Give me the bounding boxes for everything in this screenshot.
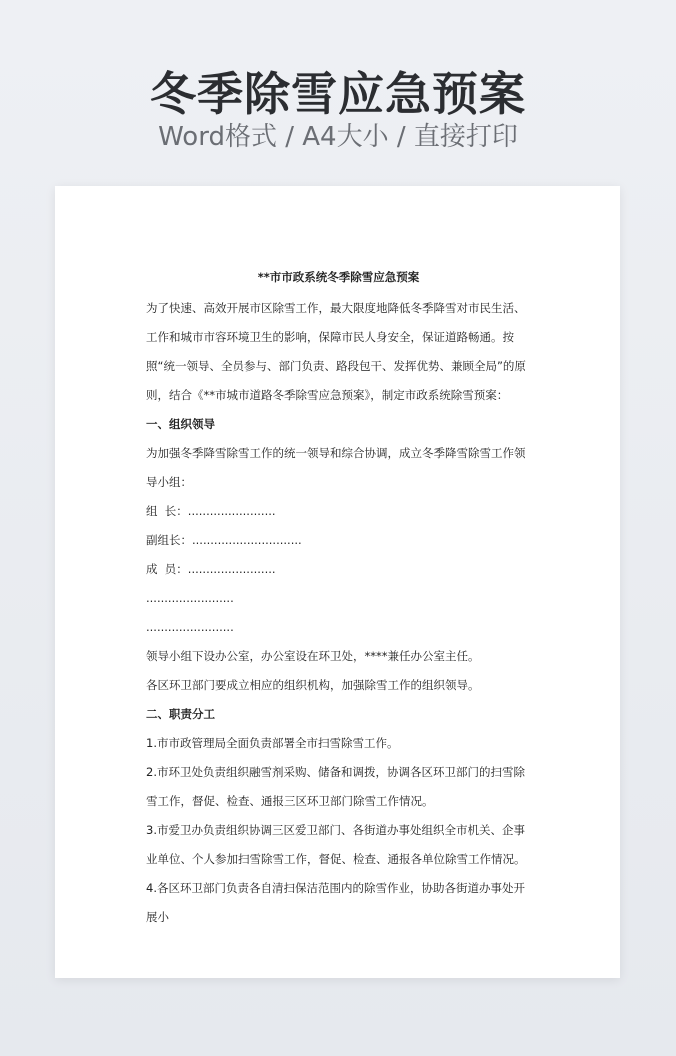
section-heading-organization: 一、组织领导: [146, 417, 215, 431]
duty-item: 2.市环卫处负责组织融雪剂采购、储备和调拨，协调各区环卫部门的扫雪除雪工作，督促、检查、通报三区环卫部门除雪工作情况。: [146, 765, 525, 808]
organization-paragraph: 为加强冬季降雪除雪工作的统一领导和综合协调，成立冬季降雪除雪工作领导小组：: [146, 446, 526, 489]
districts-paragraph: 各区环卫部门要成立相应的组织机构，加强除雪工作的组织领导。: [146, 678, 480, 692]
page-title: 冬季除雪应急预案: [150, 67, 526, 121]
members-line: 成 员：........................: [146, 562, 276, 576]
office-paragraph: 领导小组下设办公室，办公室设在环卫处，****兼任办公室主任。: [146, 649, 480, 663]
placeholder-line: ........................: [146, 591, 234, 605]
leader-line: 组 长：........................: [146, 504, 276, 518]
duty-item: 3.市爱卫办负责组织协调三区爱卫部门、各街道办事处组织全市机关、企事业单位、个人参加扫雪除雪工作，督促、检查、通报各单位除雪工作情况。: [146, 823, 526, 866]
placeholder-line: ........................: [146, 620, 234, 634]
document-title: **市市政系统冬季除雪应急预案: [257, 270, 420, 284]
section-heading-duties: 二、职责分工: [146, 707, 215, 721]
intro-paragraph: 为了快速、高效开展市区除雪工作，最大限度地降低冬季降雪对市民生活、工作和城市市容环境卫生的影响，保障市民人身安全，保证道路畅通。按照“统一领导、全员参与、部门负责、路段包干、发挥优势、兼顾全局”的原则，结合《**市城市道路冬季除雪应急预案》，制定市政系统除雪预案：: [146, 301, 526, 402]
page-subtitle: Word格式 / A4大小 / 直接打印: [158, 122, 518, 152]
duty-item: 4.各区环卫部门负责各自清扫保洁范围内的除雪作业，协助各街道办事处开展小: [146, 881, 525, 924]
deputy-line: 副组长：..............................: [146, 533, 302, 547]
document-body: [146, 266, 531, 932]
duty-item: 1.市市政管理局全面负责部署全市扫雪除雪工作。: [146, 736, 399, 750]
document-page: [55, 186, 620, 978]
